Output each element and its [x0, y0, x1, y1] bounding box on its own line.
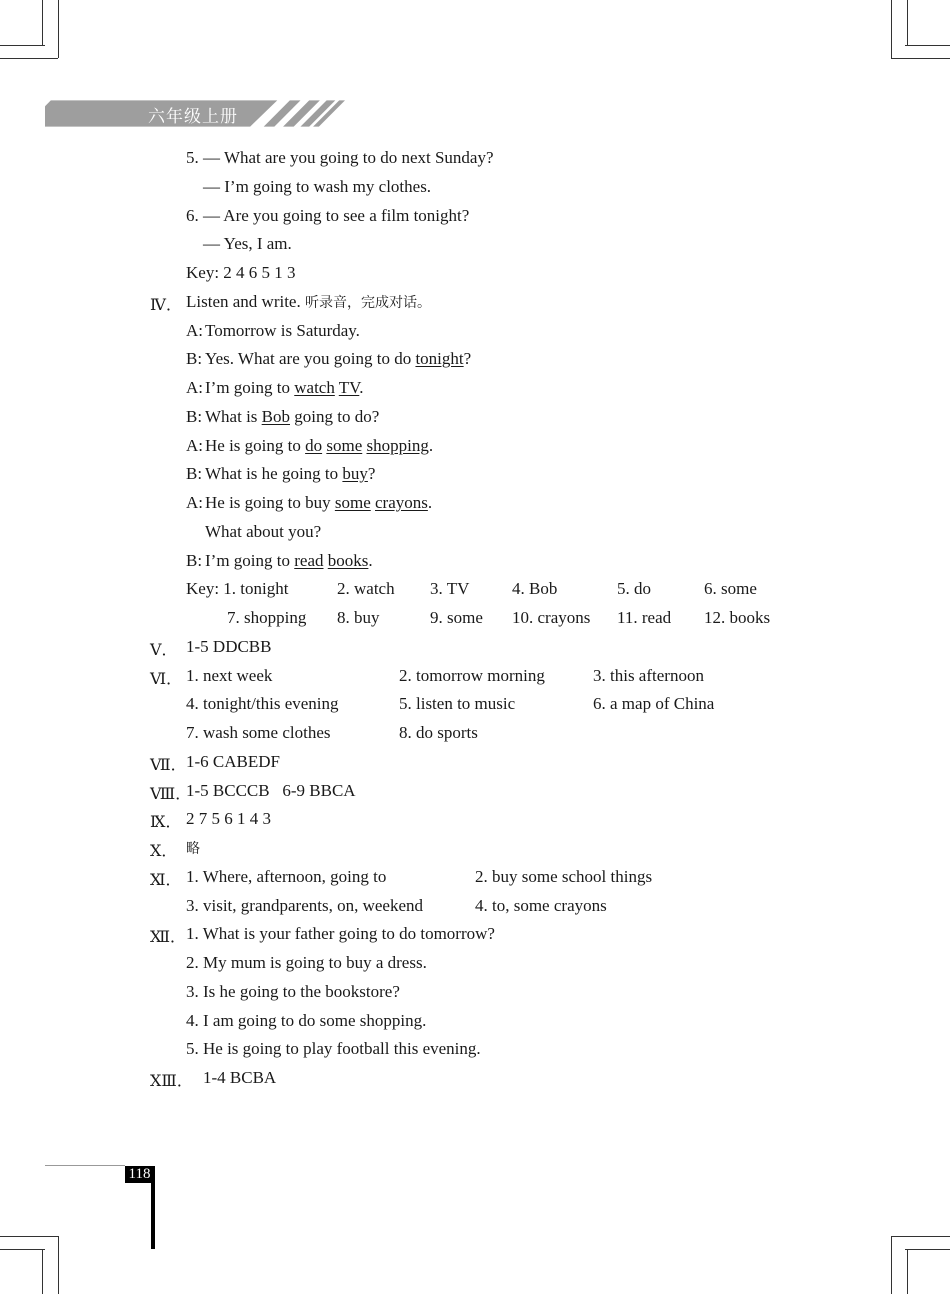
text-run: 3. TV: [430, 579, 470, 599]
text-run: .: [359, 378, 364, 397]
footer-rule: [45, 1165, 125, 1166]
text-run: 5. He is going to play football this evening.: [186, 1039, 481, 1059]
text-run: A:: [186, 493, 203, 512]
answer-text: [186, 206, 469, 226]
answer-text: [205, 436, 433, 456]
answer-text: [617, 608, 671, 628]
answer-text: [617, 579, 651, 599]
text-run: 3. this afternoon: [593, 665, 704, 685]
text-run: 5. do: [617, 579, 651, 599]
section-numeral: Ⅵ．: [150, 670, 183, 688]
answer-text: [205, 321, 360, 341]
text-run: 4. Bob: [512, 579, 558, 599]
crop-mark: [907, 0, 908, 45]
text-run: going to do?: [290, 406, 380, 426]
answer-line: [0, 493, 950, 515]
answer-text: [186, 752, 280, 772]
text-run: 12. books: [704, 608, 771, 627]
section-numeral: ⅩⅢ．: [150, 1073, 193, 1090]
answer-text: [186, 436, 203, 456]
answer-text: [186, 263, 296, 283]
section-numeral: Ⅴ．: [150, 641, 178, 659]
answer-text: [186, 666, 272, 686]
answer-line: [0, 234, 950, 256]
text-run: 4. I am going to do some shopping.: [186, 1010, 427, 1030]
answer-line: [0, 579, 950, 601]
text-run: .: [428, 435, 434, 455]
answer-text: [186, 781, 356, 801]
answer-text: [186, 953, 427, 973]
answer-line: [0, 838, 950, 860]
answer-text: [512, 579, 557, 599]
text-run: 略: [186, 841, 200, 857]
text-run: .: [427, 493, 433, 512]
text-run: Tomorrow is Saturday.: [205, 320, 360, 340]
answer-line: [0, 263, 950, 285]
text-run: 8. buy: [337, 608, 380, 627]
text-run: Listen and write.: [186, 291, 305, 311]
answer-text: [186, 838, 200, 858]
answer-line: [0, 1068, 950, 1090]
text-run: 听录音，完成对话。: [304, 294, 431, 311]
crop-mark: [42, 0, 43, 45]
answer-text: [512, 608, 590, 628]
answer-text: [186, 1011, 426, 1031]
text-run: 1-6 CABEDF: [186, 751, 280, 771]
answer-line: [0, 378, 950, 400]
text-run: 10. crayons: [512, 608, 591, 627]
crop-mark: [58, 1236, 59, 1294]
text-run: 3. Is he going to the bookstore?: [186, 981, 400, 1001]
answer-text: [227, 608, 306, 628]
answer-line: [0, 1011, 950, 1033]
text-run: I’m going to: [205, 550, 295, 570]
answer-line: [0, 321, 950, 343]
answer-text: [475, 867, 652, 887]
text-run: What about you?: [205, 521, 322, 541]
answer-text: [186, 349, 202, 369]
answer-text: [475, 896, 607, 916]
answer-line: [0, 177, 950, 199]
section-numeral: Ⅷ．: [150, 785, 192, 803]
answer-line: [0, 723, 950, 745]
answer-line: [0, 809, 950, 831]
answer-text: [430, 608, 483, 628]
filled-blank: TV: [338, 378, 360, 397]
filled-blank: watch: [294, 378, 335, 397]
text-run: 1-5 BCCCB 6-9 BBCA: [186, 780, 356, 800]
crop-mark: [891, 1236, 892, 1294]
text-run: A:: [186, 435, 203, 455]
answer-text: [186, 867, 386, 887]
crop-mark: [891, 0, 892, 58]
answer-text: [704, 608, 770, 628]
filled-blank: books: [327, 550, 369, 570]
answer-text: [186, 292, 431, 312]
text-run: 2 7 5 6 1 4 3: [186, 809, 271, 829]
answer-line: [0, 292, 950, 314]
answer-text: [186, 407, 202, 427]
answer-line: [0, 464, 950, 486]
crop-mark: [905, 1249, 950, 1250]
text-run: 6. a map of China: [593, 694, 715, 714]
answer-text: [203, 1068, 276, 1088]
answer-text: [205, 407, 379, 427]
crop-mark: [0, 1249, 45, 1250]
answer-line: [0, 694, 950, 716]
text-run: He is going to: [205, 435, 306, 455]
answer-line: [0, 206, 950, 228]
text-run: — Yes, I am.: [203, 234, 292, 254]
text-run: Key: 2 4 6 5 1 3: [186, 263, 296, 282]
filled-blank: read: [294, 550, 324, 570]
text-run: What is he going to: [205, 464, 343, 484]
text-run: ?: [463, 349, 472, 369]
answer-text: [593, 666, 704, 686]
text-run: 5. — What are you going to do next Sunday?: [186, 148, 494, 167]
text-run: 7. shopping: [227, 608, 307, 627]
crop-mark: [0, 58, 58, 59]
answer-line: [0, 924, 950, 946]
text-run: 1. What is your father going to do tomorrow?: [186, 924, 495, 944]
answer-text: [205, 464, 375, 484]
answer-line: [0, 522, 950, 544]
filled-blank: some: [334, 493, 371, 512]
text-run: — I’m going to wash my clothes.: [203, 176, 432, 196]
answer-line: [0, 867, 950, 889]
text-run: B:: [186, 464, 203, 484]
crop-mark: [58, 0, 59, 58]
section-numeral: Ⅳ．: [150, 296, 182, 314]
answer-line: [0, 551, 950, 573]
filled-blank: tonight: [415, 349, 464, 369]
text-run: 1-4 BCBA: [203, 1068, 277, 1087]
text-run: B:: [186, 406, 203, 426]
text-run: 7. wash some clothes: [186, 723, 331, 742]
answer-text: [186, 1039, 481, 1059]
answer-line: [0, 608, 950, 630]
answer-text: [186, 493, 203, 513]
answer-text: [399, 666, 545, 686]
text-run: B:: [186, 550, 203, 570]
crop-mark: [0, 45, 45, 46]
section-numeral: Ⅺ．: [150, 871, 182, 889]
text-run: 5. listen to music: [399, 694, 516, 714]
text-run: Yes. What are you going to do: [205, 349, 416, 369]
answer-text: [186, 378, 203, 398]
answer-text: [337, 579, 395, 599]
crop-mark: [905, 45, 950, 46]
answer-text: [203, 234, 292, 254]
answer-text: [337, 608, 380, 628]
text-run: Key: 1. tonight: [186, 579, 289, 599]
answer-line: [0, 637, 950, 659]
text-run: I’m going to: [205, 378, 295, 397]
answer-text: [186, 924, 495, 944]
text-run: A:: [186, 320, 203, 340]
answer-text: [186, 579, 288, 599]
crop-mark: [891, 58, 950, 59]
answer-text: [593, 694, 714, 714]
crop-mark: [0, 1236, 58, 1237]
text-run: 4. to, some crayons: [475, 895, 607, 915]
answer-text: [205, 378, 364, 398]
crop-mark: [907, 1249, 908, 1294]
text-run: B:: [186, 349, 203, 369]
answer-text: [186, 982, 400, 1002]
text-run: 4. tonight/this evening: [186, 694, 339, 714]
text-run: 3. visit, grandparents, on, weekend: [186, 895, 423, 915]
answer-line: [0, 953, 950, 975]
section-numeral: Ⅸ．: [150, 814, 182, 832]
text-run: 1. Where, afternoon, going to: [186, 866, 387, 886]
text-run: 2. My mum is going to buy a dress.: [186, 953, 427, 972]
answer-text: [186, 321, 203, 341]
answer-text: [205, 551, 373, 571]
text-run: 11. read: [617, 608, 672, 627]
answer-text: [430, 579, 469, 599]
answer-text: [186, 896, 423, 916]
text-run: 6. — Are you going to see a film tonight?: [186, 205, 470, 225]
text-run: 2. buy some school things: [475, 866, 653, 886]
page-number: 118: [125, 1166, 154, 1183]
answer-line: [0, 752, 950, 774]
answer-text: [205, 349, 471, 369]
crop-mark: [891, 1236, 950, 1237]
section-numeral: Ⅻ．: [150, 929, 187, 947]
answer-text: [186, 551, 202, 571]
answer-line: [0, 896, 950, 918]
text-run: 2. watch: [337, 579, 395, 599]
answer-line: [0, 349, 950, 371]
answer-text: [186, 148, 494, 168]
text-run: 6. some: [704, 579, 757, 599]
answer-text: [205, 522, 321, 542]
text-run: A:: [186, 378, 203, 397]
text-run: ?: [367, 464, 376, 484]
crop-mark: [42, 1249, 43, 1294]
answer-text: [399, 723, 478, 743]
answer-text: [186, 723, 330, 743]
answer-text: [205, 493, 432, 513]
filled-blank: Bob: [261, 406, 290, 426]
answer-line: [0, 666, 950, 688]
text-run: He is going to buy: [205, 493, 335, 512]
answer-text: [186, 637, 271, 657]
text-run: 9. some: [430, 608, 483, 627]
section-numeral: Ⅹ．: [150, 843, 178, 860]
answer-text: [704, 579, 757, 599]
text-run: 2. tomorrow morning: [399, 665, 545, 685]
text-run: 8. do sports: [399, 723, 478, 742]
answer-line: [0, 148, 950, 170]
filled-blank: do: [305, 435, 323, 455]
text-run: .: [368, 550, 373, 570]
answer-line: [0, 781, 950, 803]
grade-label: 六年级上册: [148, 107, 238, 127]
answer-line: [0, 407, 950, 429]
text-run: 1. next week: [186, 665, 273, 685]
filled-blank: some: [326, 435, 363, 455]
answer-text: [186, 464, 202, 484]
answer-text: [186, 694, 339, 714]
answer-text: [399, 694, 515, 714]
answer-line: [0, 436, 950, 458]
filled-blank: crayons: [375, 493, 428, 512]
answer-line: [0, 982, 950, 1004]
filled-blank: buy: [342, 464, 368, 484]
text-run: What is: [205, 406, 262, 426]
section-numeral: Ⅶ．: [150, 756, 187, 774]
text-run: 1-5 DDCBB: [186, 636, 272, 656]
answer-text: [186, 809, 271, 829]
filled-blank: shopping: [366, 435, 429, 455]
answer-text: [203, 177, 431, 197]
answer-line: [0, 1039, 950, 1061]
